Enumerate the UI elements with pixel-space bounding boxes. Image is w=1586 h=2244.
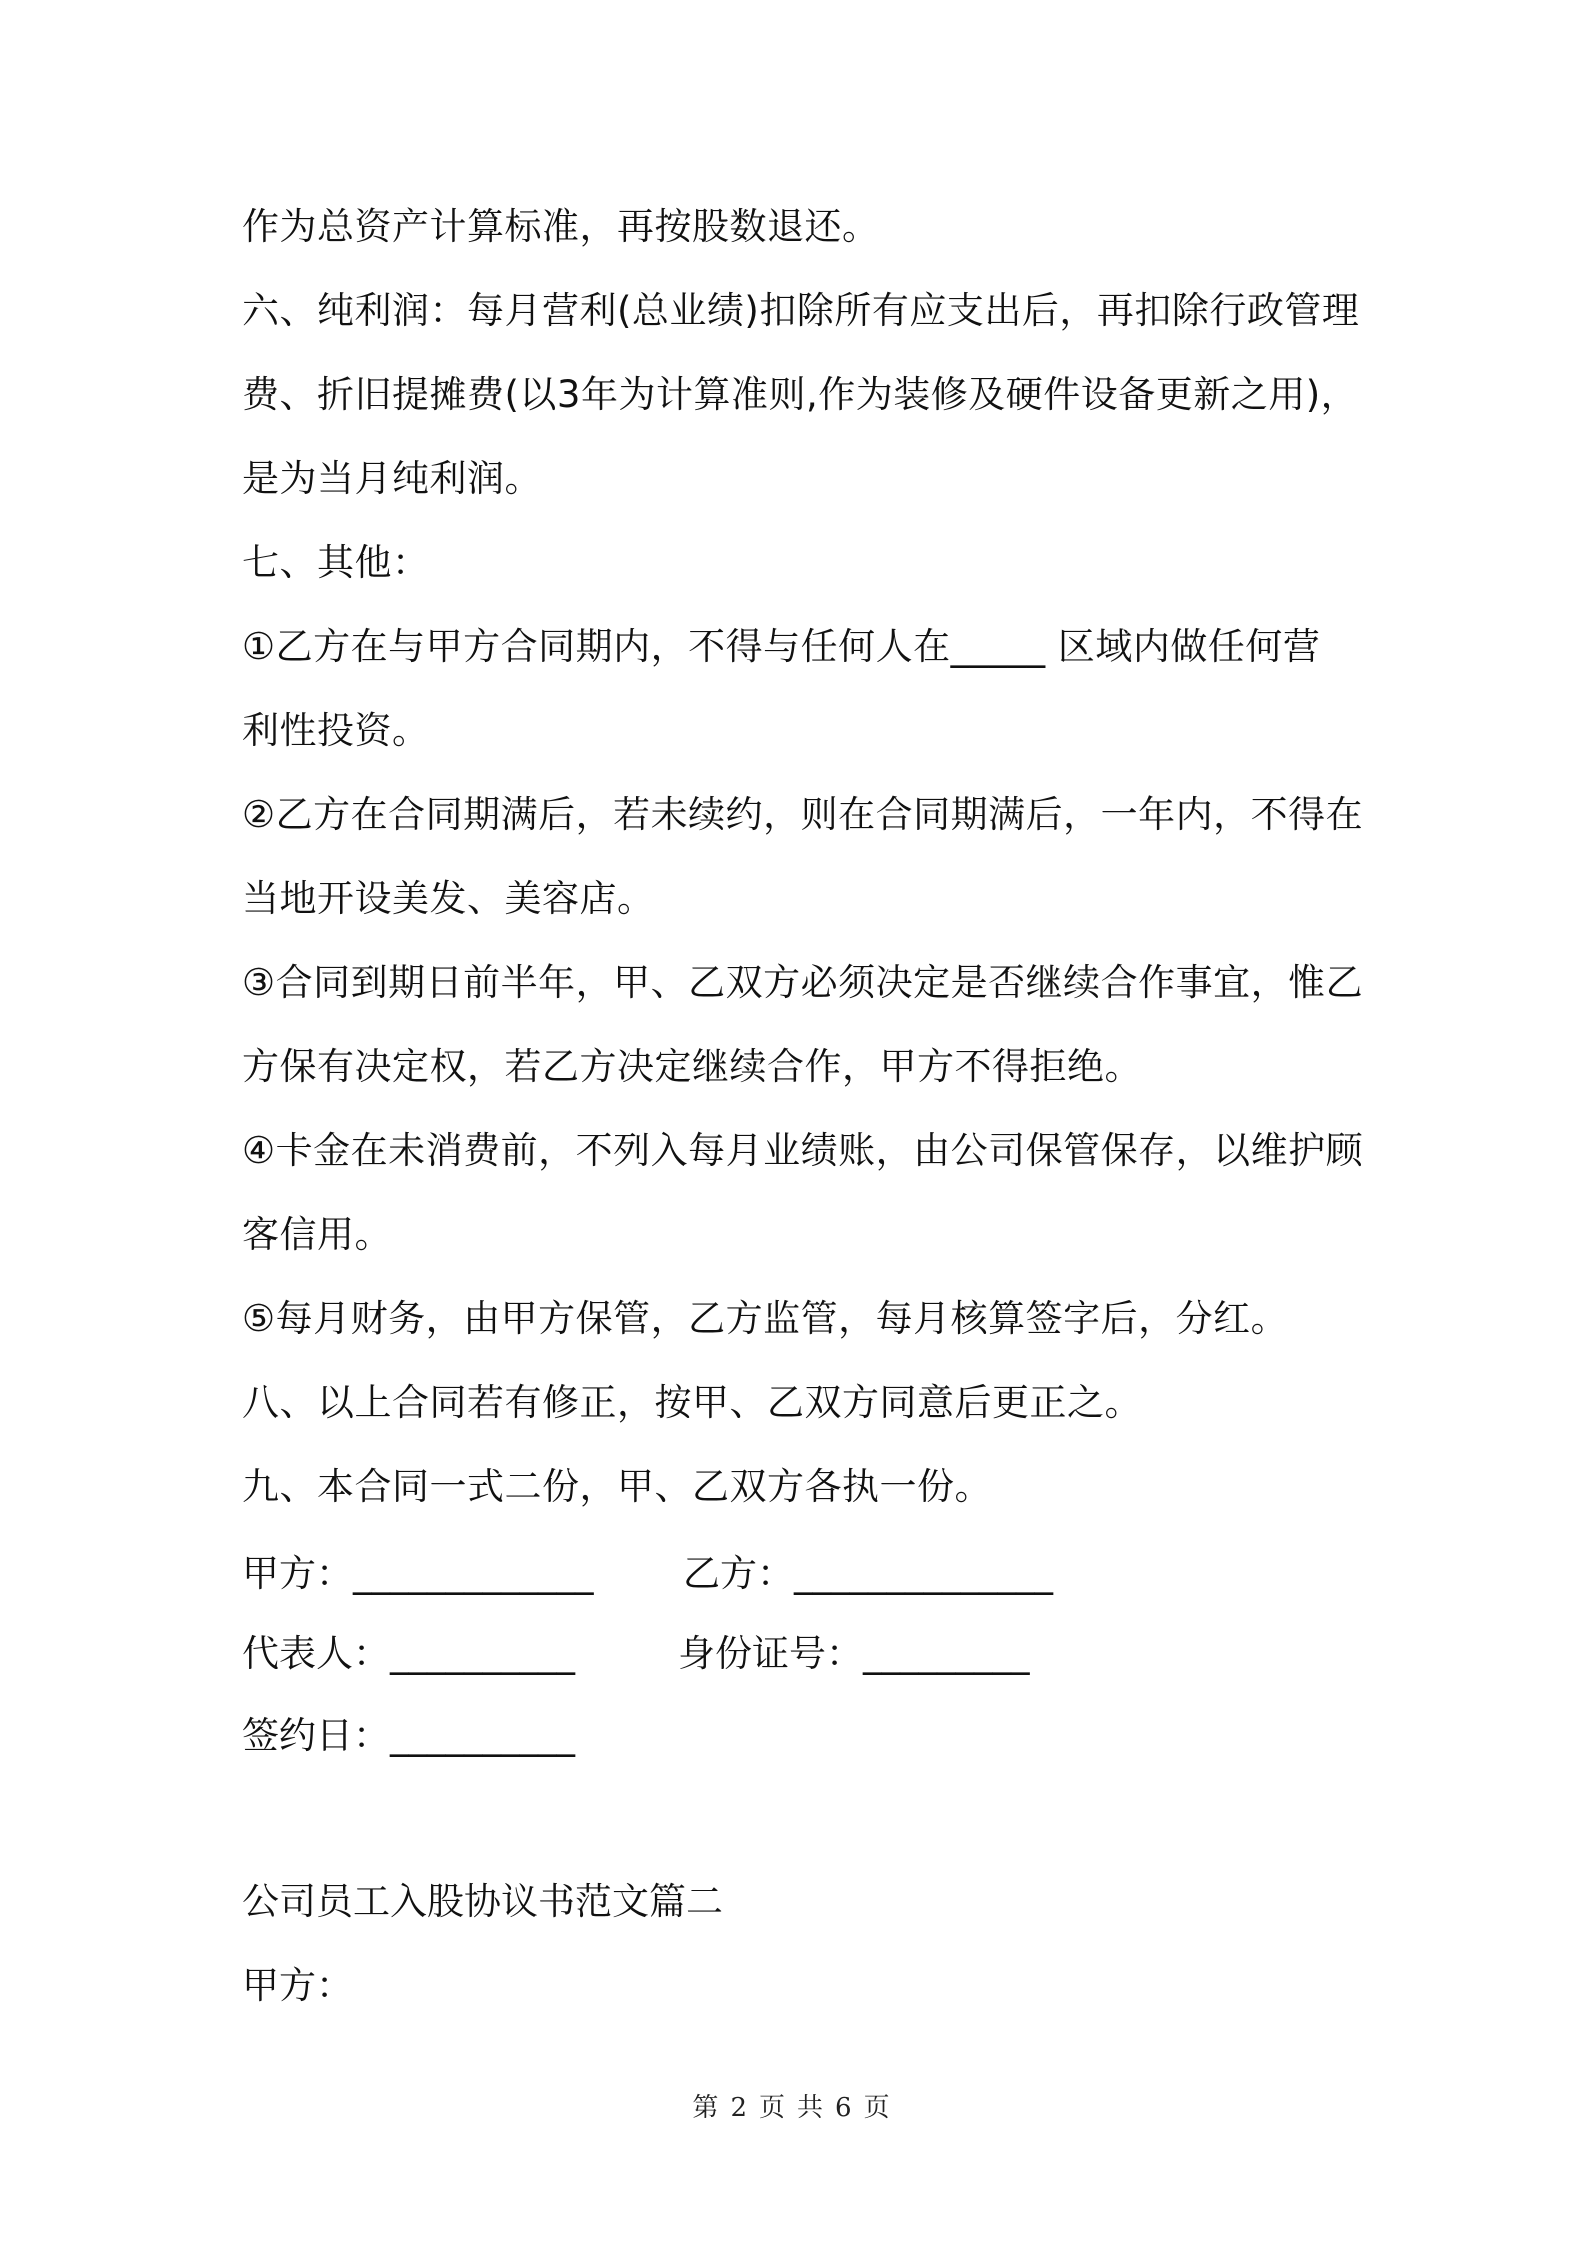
body-line: 九、本合同一式二份，甲、乙双方各执一份。	[242, 1465, 992, 1508]
body-line: 六、纯利润：每月营利(总业绩)扣除所有应支出后，再扣除行政管理	[242, 289, 1360, 332]
body-line: 作为总资产计算标准，再按股数退还。	[242, 205, 880, 248]
body-line: 七、其他：	[242, 541, 430, 584]
page-footer	[0, 2088, 1586, 2128]
body-line: ①乙方在与甲方合同期内，不得与任何人在_____ 区域内做任何营	[242, 625, 1321, 668]
footer-label: 第	[692, 2093, 723, 2123]
footer-label: 共	[797, 2093, 828, 2123]
current-page-number: 2	[730, 2093, 751, 2123]
body-line: 方保有决定权，若乙方决定继续合作，甲方不得拒绝。	[242, 1045, 1142, 1088]
body-line: ④卡金在未消费前，不列入每月业绩账，由公司保管保存，以维护顾	[242, 1129, 1364, 1172]
body-line: ⑤每月财务，由甲方保管，乙方监管，每月核算签字后，分红。	[242, 1297, 1289, 1340]
total-page-number: 6	[835, 2093, 856, 2123]
party-a-label: 甲方：	[242, 1964, 353, 2007]
body-line: 八、以上合同若有修正，按甲、乙双方同意后更正之。	[242, 1381, 1142, 1424]
body-line: 费、折旧提摊费(以3年为计算准则,作为装修及硬件设备更新之用)，	[242, 373, 1359, 416]
body-line: 是为当月纯利润。	[242, 457, 542, 500]
sign-date-line: 签约日：__________	[242, 1714, 575, 1757]
party-b-signature-line: 乙方：______________	[683, 1552, 1053, 1595]
body-line: 客信用。	[242, 1213, 392, 1256]
representative-line: 代表人：__________	[242, 1632, 575, 1675]
party-a-signature-line: 甲方：_____________	[242, 1552, 594, 1595]
body-line: 利性投资。	[242, 709, 430, 752]
id-number-line: 身份证号：_________	[678, 1632, 1030, 1675]
body-line: ②乙方在合同期满后，若未续约，则在合同期满后，一年内，不得在	[242, 793, 1364, 836]
body-line: 当地开设美发、美容店。	[242, 877, 655, 920]
body-line: ③合同到期日前半年，甲、乙双方必须决定是否继续合作事宜，惟乙	[242, 961, 1364, 1004]
footer-label: 页	[863, 2093, 894, 2123]
footer-label: 页	[758, 2093, 789, 2123]
section-title: 公司员工入股协议书范文篇二	[242, 1880, 723, 1923]
